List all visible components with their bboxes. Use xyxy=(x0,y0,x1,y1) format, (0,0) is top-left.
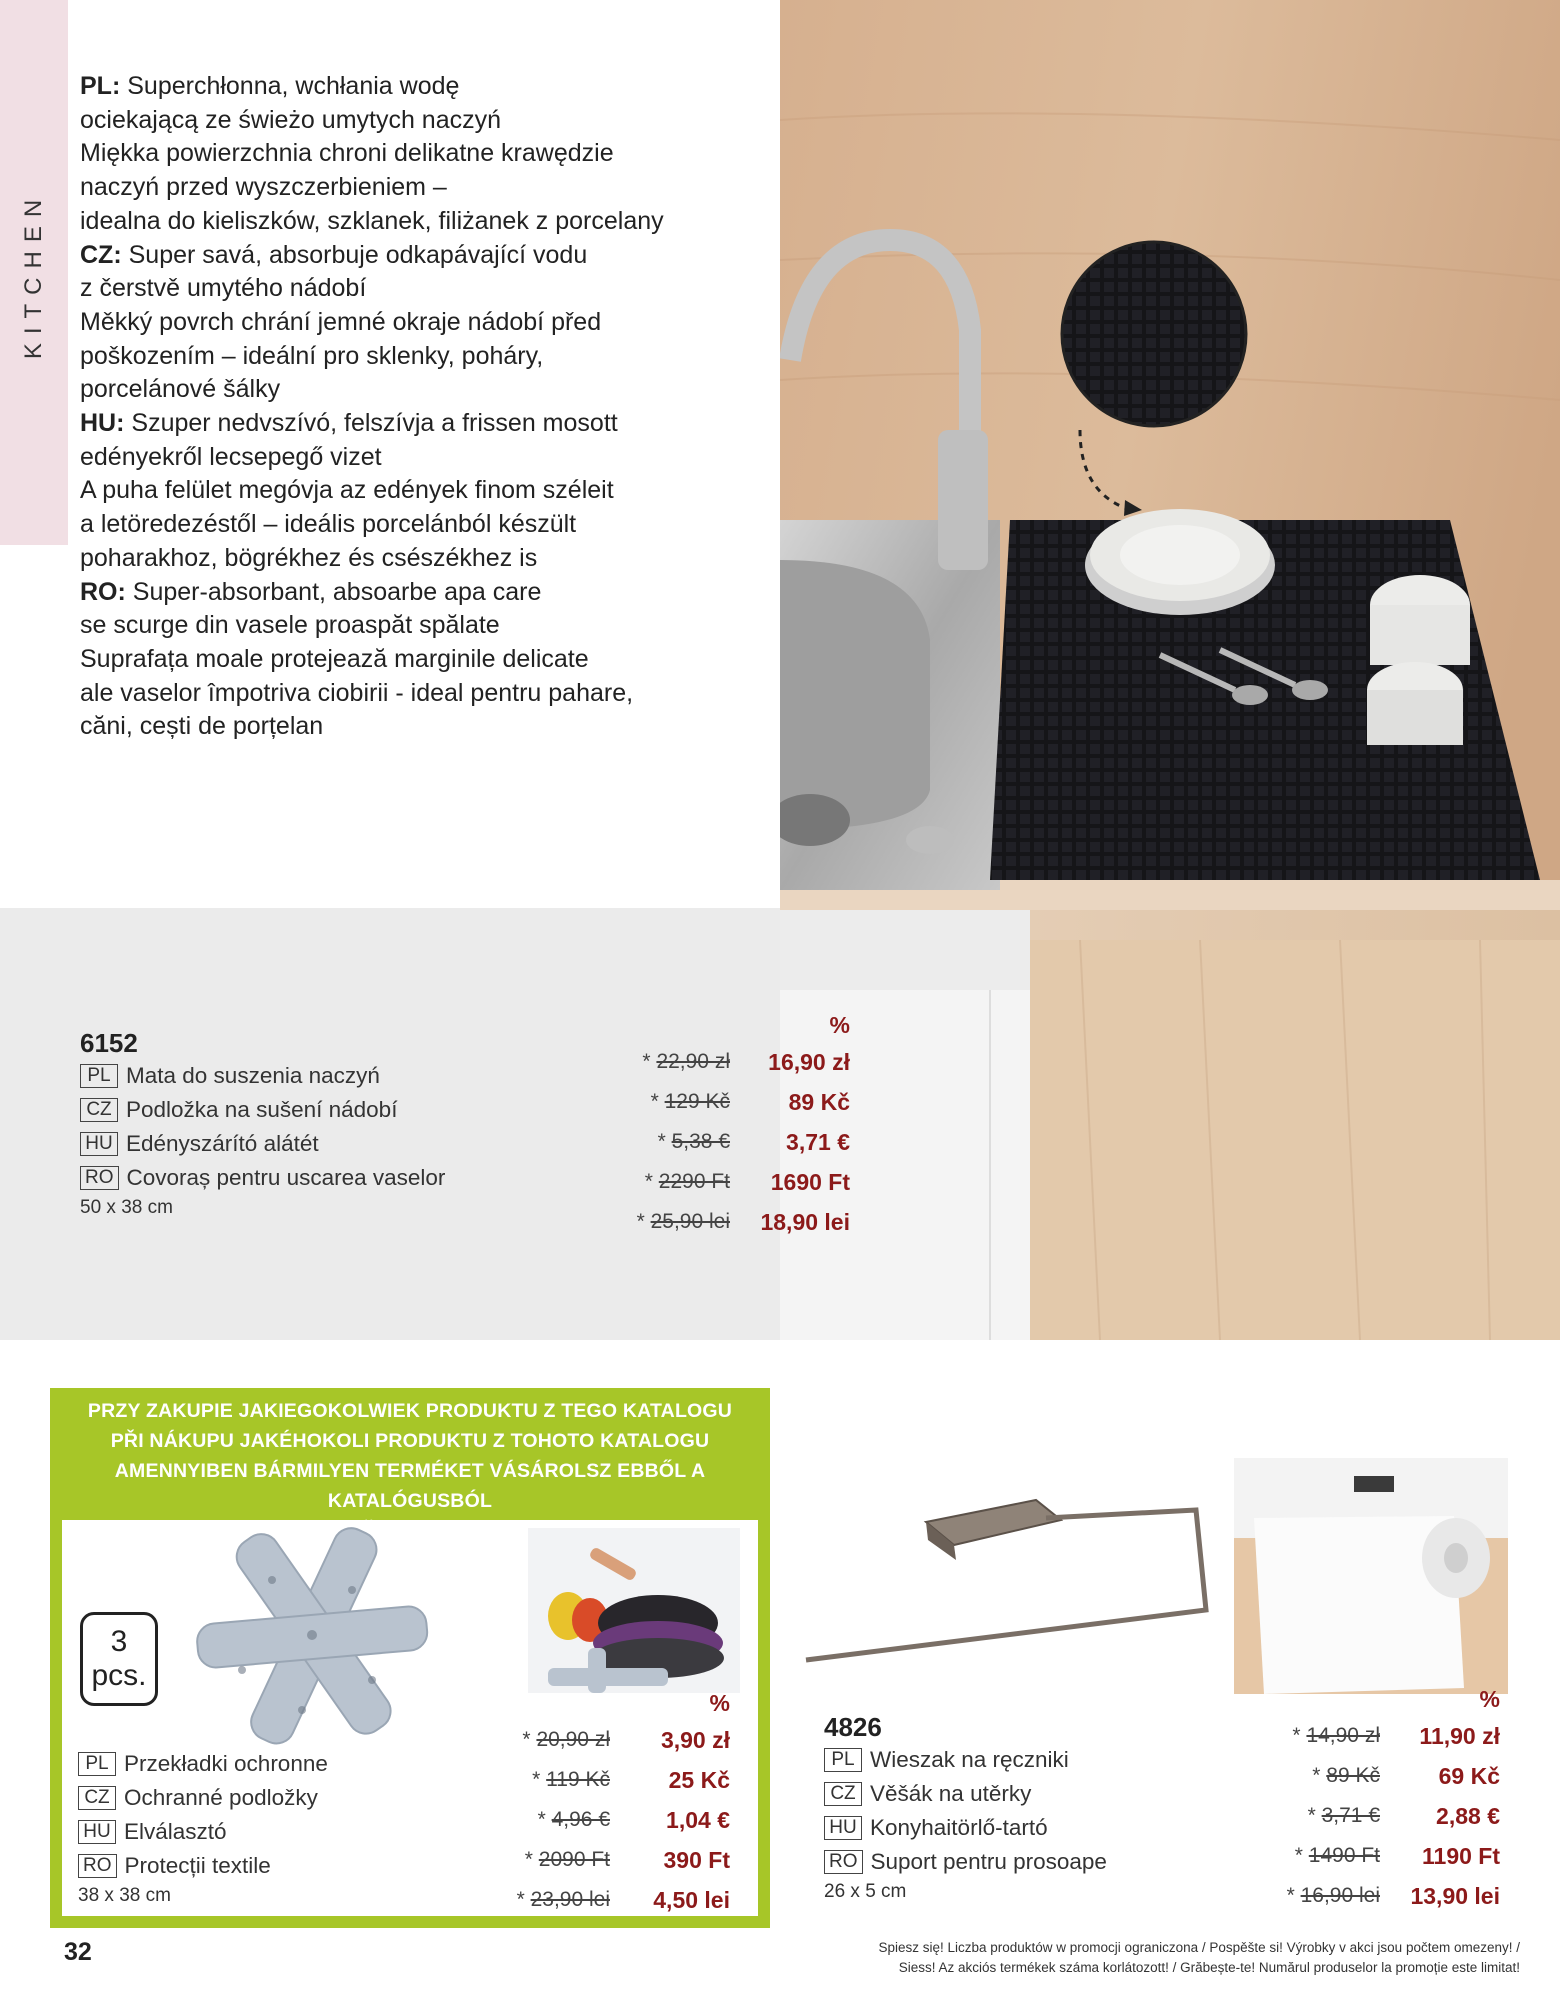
new-price: 390 Ft xyxy=(663,1846,730,1873)
new-price: 16,90 zł xyxy=(768,1048,850,1075)
language-code-badge: RO xyxy=(80,1166,119,1190)
new-price: 1190 Ft xyxy=(1422,1842,1500,1869)
old-price-value: 22,90 zł xyxy=(656,1050,730,1073)
new-price: 13,90 lei xyxy=(1410,1882,1500,1909)
old-price: * 14,90 zł xyxy=(1292,1724,1380,1747)
description-line xyxy=(80,205,760,239)
old-price: * 22,90 zł xyxy=(642,1050,730,1073)
old-price-value: 2290 Ft xyxy=(658,1170,730,1193)
promo-header-line: AMENNYIBEN BÁRMILYEN TERMÉKET VÁSÁROLSZ EBBŐL A KATALÓGUSBÓL xyxy=(114,1460,706,1512)
new-price: 1690 Ft xyxy=(770,1168,850,1195)
product-description xyxy=(80,70,760,744)
description-text: Miękka powierzchnia chroni delikatne krawędzie xyxy=(80,139,614,168)
price-row xyxy=(605,1202,850,1242)
description-line xyxy=(80,542,760,576)
description-text: z čerstvě umytého nádobí xyxy=(80,274,367,303)
product-name-row xyxy=(78,1781,378,1815)
language-code-badge: CZ xyxy=(824,1782,862,1806)
old-price-value: 1490 Ft xyxy=(1308,1844,1380,1867)
language-code-badge: CZ xyxy=(78,1786,116,1810)
pan-stack-photo xyxy=(528,1528,740,1693)
description-line xyxy=(80,306,760,340)
language-code-badge: RO xyxy=(78,1854,117,1878)
footer-note xyxy=(830,1938,1520,1978)
product-4826-prices xyxy=(1260,1686,1500,1916)
price-row xyxy=(510,1800,730,1840)
old-price: * 5,38 € xyxy=(657,1130,730,1153)
language-label: RO: xyxy=(80,577,126,606)
description-text: Super savá, absorbuje odkapávající vodu xyxy=(128,240,588,269)
description-line xyxy=(80,609,760,643)
product-6152-prices xyxy=(600,1012,850,1242)
old-price-value: 3,71 € xyxy=(1321,1804,1380,1827)
old-price: * 2090 Ft xyxy=(524,1848,610,1871)
language-code-badge: HU xyxy=(824,1816,862,1840)
product-name-row xyxy=(824,1811,1244,1845)
language-code-badge: PL xyxy=(80,1064,118,1088)
product-name-row xyxy=(78,1747,378,1781)
description-line xyxy=(80,171,760,205)
price-row xyxy=(510,1720,730,1760)
language-label: HU: xyxy=(80,409,125,438)
description-text: edényekről lecsepegő vizet xyxy=(80,442,382,471)
price-row xyxy=(1270,1796,1500,1836)
product-code: 6152 xyxy=(80,1028,138,1058)
product-name: Wieszak na ręczniki xyxy=(870,1747,1069,1772)
promo-header-line: PRZY ZAKUPIE JAKIEGOKOLWIEK PRODUKTU Z TEGO KATALOGU xyxy=(87,1400,733,1422)
description-text: porcelánové šálky xyxy=(80,375,281,404)
price-row xyxy=(1270,1836,1500,1876)
new-price: 1,04 € xyxy=(666,1806,730,1833)
description-text: idealna do kieliszków, szklanek, filiżanek z porcelany xyxy=(80,206,664,235)
description-line xyxy=(80,104,760,138)
product-size: 50 x 38 cm xyxy=(80,1197,173,1218)
product-name: Podložka na sušení nádobí xyxy=(126,1097,398,1122)
product-name: Covoraș pentru uscarea vaselor xyxy=(126,1165,446,1190)
price-row xyxy=(605,1042,850,1082)
language-code-badge: CZ xyxy=(80,1098,118,1122)
product-name-row xyxy=(80,1093,500,1127)
sink-photo xyxy=(780,0,1560,1340)
description-text: Super-absorbant, absoarbe apa care xyxy=(132,577,542,606)
product-size: 38 x 38 cm xyxy=(78,1885,171,1906)
promo-header-line: PŘI NÁKUPU JAKÉHOKOLI PRODUKTU Z TOHOTO KATALOGU xyxy=(110,1430,710,1452)
language-code-badge: RO xyxy=(824,1850,863,1874)
protector-info xyxy=(78,1747,378,1907)
old-price-value: 5,38 € xyxy=(671,1130,730,1153)
discount-percent: % xyxy=(829,1012,850,1038)
description-line xyxy=(80,340,760,374)
old-price: * 23,90 lei xyxy=(516,1888,610,1911)
discount-percent: % xyxy=(1479,1686,1500,1712)
towel-holder-image xyxy=(796,1460,1216,1680)
description-text: ociekającą ze świeżo umytych naczyń xyxy=(80,105,502,134)
price-row xyxy=(605,1162,850,1202)
product-name: Mata do suszenia naczyń xyxy=(126,1063,380,1088)
old-price-value: 129 Kč xyxy=(664,1090,730,1113)
page-number: 32 xyxy=(64,1938,92,1966)
new-price: 25 Kč xyxy=(668,1766,730,1793)
description-line xyxy=(80,576,760,610)
description-text: Měkký povrch chrání jemné okraje nádobí před xyxy=(80,307,602,336)
product-6152-info xyxy=(80,1028,500,1219)
new-price: 3,71 € xyxy=(786,1128,850,1155)
description-line xyxy=(80,710,760,744)
product-names xyxy=(80,1059,500,1195)
description-text: a letöredezéstől – ideális porcelánból készült xyxy=(80,510,577,539)
old-price-value: 16,90 lei xyxy=(1300,1884,1380,1907)
paper-towel-photo xyxy=(1234,1458,1508,1694)
old-price: * 129 Kč xyxy=(650,1090,730,1113)
footer-line: Spiesz się! Liczba produktów w promocji ograniczona / Pospěšte si! Výrobky v akci jsou počtem omezeny! / xyxy=(878,1940,1520,1955)
new-price: 3,90 zł xyxy=(660,1726,730,1753)
language-label: PL: xyxy=(80,72,121,100)
language-code-badge: HU xyxy=(80,1132,118,1156)
product-name: Protecții textile xyxy=(124,1853,271,1878)
footer-line: Siess! Az akciós termékek száma korlátozott! / Grăbește-te! Numărul produselor la promoție este limitat! xyxy=(898,1960,1520,1975)
description-text: poškozením – ideální pro sklenky, poháry, xyxy=(80,341,544,370)
new-price: 89 Kč xyxy=(788,1088,850,1115)
product-name-row xyxy=(78,1849,378,1883)
product-name: Ochranné podložky xyxy=(124,1785,318,1810)
description-line xyxy=(80,272,760,306)
description-text: Superchłonna, wchłania wodę xyxy=(127,72,460,100)
price-row xyxy=(510,1760,730,1800)
description-line xyxy=(80,441,760,475)
product-name: Konyhaitörlő-tartó xyxy=(870,1815,1048,1840)
price-row xyxy=(1270,1716,1500,1756)
language-code-badge: PL xyxy=(824,1748,862,1772)
description-text: se scurge din vasele proaspăt spălate xyxy=(80,611,500,640)
description-line xyxy=(80,474,760,508)
old-price: * 4,96 € xyxy=(537,1808,610,1831)
pieces-badge: 3 pcs. xyxy=(80,1612,158,1706)
new-price: 2,88 € xyxy=(1436,1802,1500,1829)
product-4826-info xyxy=(824,1712,1244,1903)
product-name-row xyxy=(80,1059,500,1093)
description-text: Suprafața moale protejează marginile delicate xyxy=(80,644,589,673)
old-price: * 2290 Ft xyxy=(644,1170,730,1193)
new-price: 11,90 zł xyxy=(1419,1722,1500,1749)
price-row xyxy=(605,1122,850,1162)
price-row xyxy=(1270,1876,1500,1916)
old-price: * 16,90 lei xyxy=(1286,1884,1380,1907)
old-price: * 20,90 zł xyxy=(522,1728,610,1751)
description-text: naczyń przed wyszczerbieniem – xyxy=(80,173,447,202)
description-text: căni, cești de porțelan xyxy=(80,712,324,741)
product-name-row xyxy=(824,1743,1244,1777)
old-price-value: 4,96 € xyxy=(551,1808,610,1831)
price-row xyxy=(510,1880,730,1920)
old-price-value: 119 Kč xyxy=(546,1768,610,1791)
language-code-badge: HU xyxy=(78,1820,116,1844)
description-line xyxy=(80,137,760,171)
old-price-value: 25,90 lei xyxy=(650,1210,730,1233)
old-price-value: 23,90 lei xyxy=(530,1888,610,1911)
product-name-row xyxy=(824,1777,1244,1811)
old-price-value: 89 Kč xyxy=(1326,1764,1380,1787)
product-name-row xyxy=(80,1127,500,1161)
old-price-value: 2090 Ft xyxy=(538,1848,610,1871)
old-price: * 3,71 € xyxy=(1307,1804,1380,1827)
product-name: Elválasztó xyxy=(124,1819,227,1844)
new-price: 18,90 lei xyxy=(760,1208,850,1235)
language-label: CZ: xyxy=(80,240,122,269)
description-line xyxy=(80,643,760,677)
description-text: ale vaselor împotriva ciobirii - ideal pentru pahare, xyxy=(80,678,634,707)
product-name: Věšák na utěrky xyxy=(870,1781,1032,1806)
product-name: Edényszárító alátét xyxy=(126,1131,319,1156)
section-label: KITCHEN xyxy=(20,190,47,360)
old-price: * 1490 Ft xyxy=(1294,1844,1380,1867)
product-name: Przekładki ochronne xyxy=(124,1751,328,1776)
description-line xyxy=(80,508,760,542)
description-text: poharakhoz, bögrékhez és csészékhez is xyxy=(80,543,538,572)
description-line xyxy=(80,70,760,104)
discount-percent: % xyxy=(709,1690,730,1716)
pan-protector-image xyxy=(182,1520,442,1750)
description-line xyxy=(80,677,760,711)
new-price: 69 Kč xyxy=(1438,1762,1500,1789)
old-price-value: 14,90 zł xyxy=(1306,1724,1380,1747)
language-code-badge: PL xyxy=(78,1752,116,1776)
product-name-row xyxy=(80,1161,500,1195)
description-line xyxy=(80,373,760,407)
price-row xyxy=(510,1840,730,1880)
product-name-row xyxy=(78,1815,378,1849)
product-name: Suport pentru prosoape xyxy=(870,1849,1107,1874)
description-text: Szuper nedvszívó, felszívja a frissen mosott xyxy=(131,409,618,438)
old-price: * 89 Kč xyxy=(1312,1764,1380,1787)
old-price: * 25,90 lei xyxy=(636,1210,730,1233)
product-code: 4826 xyxy=(824,1712,882,1742)
price-row xyxy=(605,1082,850,1122)
description-line xyxy=(80,239,760,273)
product-name-row xyxy=(824,1845,1244,1879)
description-line xyxy=(80,407,760,441)
protector-prices xyxy=(510,1690,730,1920)
price-row xyxy=(1270,1756,1500,1796)
old-price-value: 20,90 zł xyxy=(536,1728,610,1751)
description-text: A puha felület megóvja az edények finom széleit xyxy=(80,476,614,505)
old-price: * 119 Kč xyxy=(532,1768,610,1791)
product-size: 26 x 5 cm xyxy=(824,1881,907,1902)
new-price: 4,50 lei xyxy=(653,1886,730,1913)
